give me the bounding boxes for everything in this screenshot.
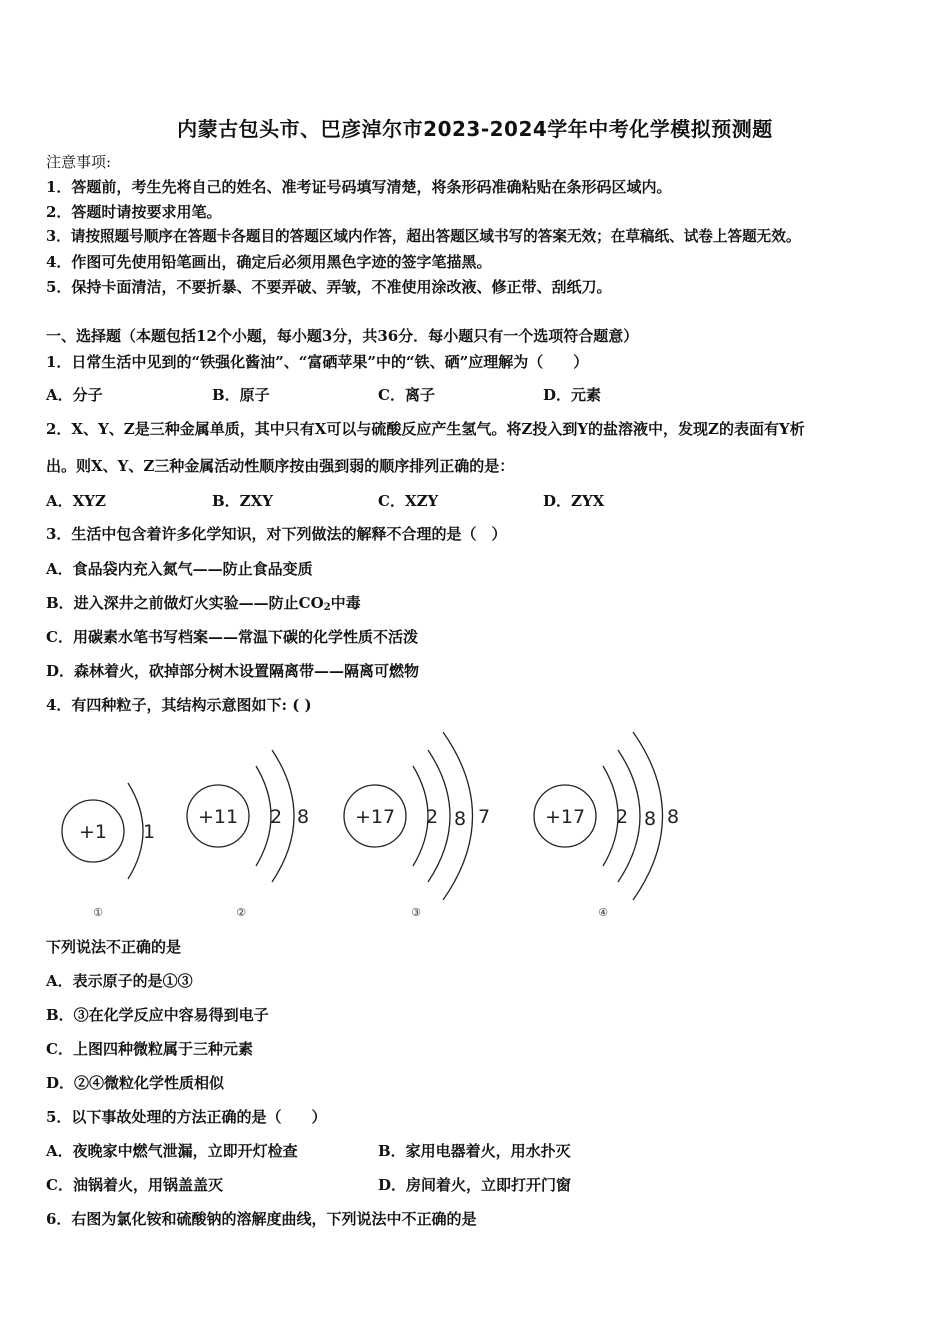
q5-option-a[interactable]: A．夜晚家中燃气泄漏，立即开灯检查	[46, 1142, 298, 1160]
q3-option-b-subscript: 2	[323, 602, 331, 613]
q5-option-c[interactable]: C．油锅着火，用锅盖盖灭	[46, 1176, 223, 1194]
question-3-stem: 3．生活中包含着许多化学知识，对下列做法的解释不合理的是（ ）	[46, 525, 507, 543]
particle-3-shell-2: 8	[453, 808, 467, 830]
q3-option-b-suffix: 中毒	[330, 594, 361, 612]
q3-option-a[interactable]: A．食品袋内充入氮气——防止食品变质	[46, 560, 313, 578]
q5-option-b[interactable]: B．家用电器着火，用水扑灭	[378, 1142, 571, 1160]
question-1-stem: 1．日常生活中见到的“铁强化酱油”、“富硒苹果”中的“铁、硒”应理解为（ ）	[46, 353, 589, 371]
page-title: 内蒙古包头市、巴彦淖尔市2023-2024学年中考化学模拟预测题	[177, 117, 773, 141]
q3-option-b[interactable]	[46, 593, 361, 618]
particle-2-label: ②	[236, 906, 246, 919]
particle-3-label: ③	[411, 906, 421, 919]
q2-option-d[interactable]: D．ZYX	[543, 492, 605, 510]
particle-1-shell-1: 1	[142, 821, 156, 843]
q3-option-b-text: B．进入深井之前做灯火实验——防止CO	[46, 594, 324, 612]
q2-option-c[interactable]: C．XZY	[378, 492, 439, 510]
particle-1-nucleus: +1	[78, 821, 108, 843]
particle-4-shell-2: 8	[643, 808, 657, 830]
notice-item-3: 3．请按照题号顺序在答题卡各题目的答题区域内作答，超出答题区域书写的答案无效；在草稿纸、试卷上答题无效。	[46, 228, 801, 245]
particle-3-shell-1: 2	[425, 806, 439, 828]
notice-item-2: 2．答题时请按要求用笔。	[46, 203, 222, 221]
q4-option-a[interactable]: A．表示原子的是①③	[46, 972, 193, 990]
particle-2-nucleus: +11	[197, 806, 239, 828]
section-heading: 一、选择题（本题包括12个小题，每小题3分，共36分．每小题只有一个选项符合题意）	[46, 327, 639, 345]
particle-4-shell-3: 8	[666, 806, 680, 828]
question-2-stem-line2: 出。则X、Y、Z三种金属活动性顺序按由强到弱的顺序排列正确的是：	[46, 457, 515, 475]
q3-option-d[interactable]: D．森林着火，砍掉部分树木设置隔离带——隔离可燃物	[46, 662, 420, 680]
question-4-stem: 4．有四种粒子，其结构示意图如下: ( )	[46, 696, 312, 714]
particle-4-label: ④	[598, 906, 608, 919]
q1-option-a[interactable]: A．分子	[46, 386, 103, 404]
particle-4-nucleus: +17	[544, 806, 586, 828]
particle-2-shell-1-arc	[256, 766, 271, 866]
notice-heading: 注意事项:	[46, 153, 112, 171]
q4-option-d[interactable]: D．②④微粒化学性质相似	[46, 1074, 225, 1092]
particle-3-shell-3: 7	[477, 806, 491, 828]
particle-1-label: ①	[93, 906, 103, 919]
notice-item-5: 5．保持卡面清洁，不要折暴、不要弄破、弄皱，不准使用涂改液、修正带、刮纸刀。	[46, 278, 612, 296]
q4-option-b[interactable]: B．③在化学反应中容易得到电子	[46, 1006, 269, 1024]
q1-option-d[interactable]: D．元素	[543, 386, 602, 404]
question-2-stem-line1: 2．X、Y、Z是三种金属单质，其中只有X可以与硫酸反应产生氢气。将Z投入到Y的盐溶液中，发现Z的表面有Y析	[46, 420, 805, 438]
particle-4-shell-1: 2	[615, 806, 629, 828]
q1-option-c[interactable]: C．离子	[378, 386, 435, 404]
particle-1-shell-1-arc	[128, 783, 143, 879]
q2-option-b[interactable]: B．ZXY	[212, 492, 273, 510]
q5-option-d[interactable]: D．房间着火，立即打开门窗	[378, 1176, 572, 1194]
particle-2-shell-2: 8	[296, 806, 310, 828]
notice-item-4: 4．作图可先使用铅笔画出，确定后必须用黑色字迹的签字笔描黑。	[46, 253, 492, 271]
question-5-stem: 5．以下事故处理的方法正确的是（ ）	[46, 1108, 327, 1126]
atomic-structure-diagram	[0, 726, 950, 926]
question-6-stem: 6．右图为氯化铵和硫酸钠的溶解度曲线，下列说法中不正确的是	[46, 1210, 477, 1228]
notice-item-1: 1．答题前，考生先将自己的姓名、准考证号码填写清楚，将条形码准确粘贴在条形码区域内。	[46, 178, 672, 196]
q3-option-c[interactable]: C．用碳素水笔书写档案——常温下碳的化学性质不活泼	[46, 628, 418, 646]
q1-option-b[interactable]: B．原子	[212, 386, 270, 404]
q2-option-a[interactable]: A．XYZ	[46, 492, 106, 510]
particle-3-nucleus: +17	[354, 806, 396, 828]
q4-option-c[interactable]: C．上图四种微粒属于三种元素	[46, 1040, 253, 1058]
particle-2-shell-1: 2	[269, 806, 283, 828]
question-4-prompt: 下列说法不正确的是	[46, 938, 182, 956]
